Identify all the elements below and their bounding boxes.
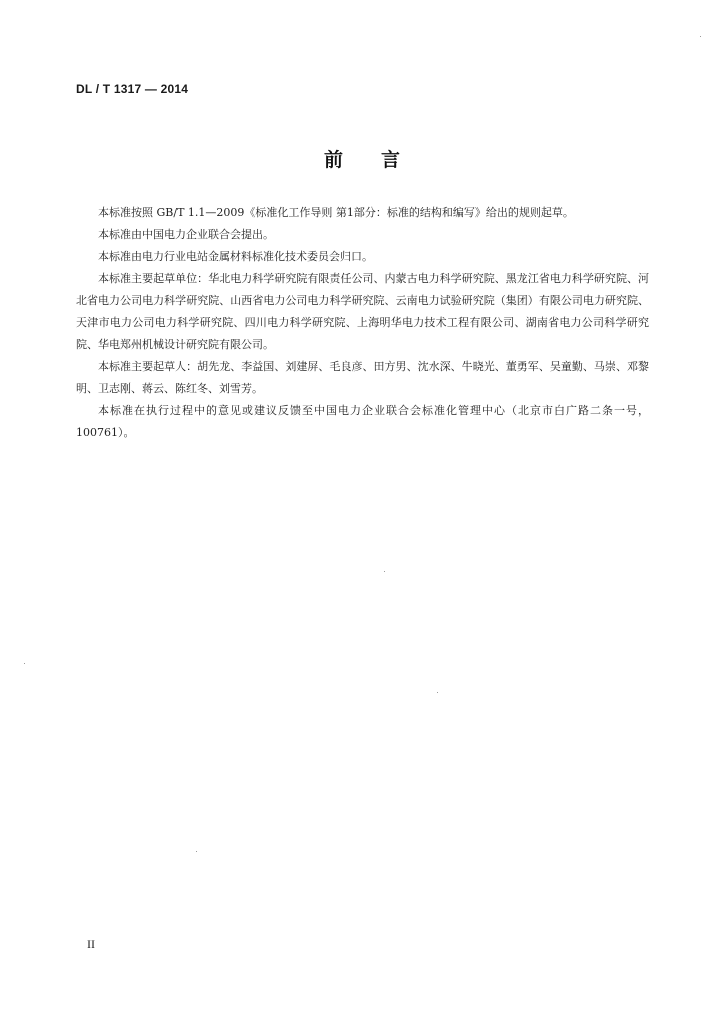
scan-speck [437,692,438,693]
paragraph-drafting-units: 本标准主要起草单位：华北电力科学研究院有限责任公司、内蒙古电力科学研究院、黑龙江省电力科学研究院、河北省电力公司电力科学研究院、山西省电力公司电力科学研究院、云南电力试验研究院（集团）有限公司电力研究院、天津市电力公司电力科学研究院、四川电力科学研究院、上海明华电力技术工程有限公司、湖南省电力公司科学研究院、华电郑州机械设计研究院有限公司。 [76,272,649,351]
paragraph-proposer: 本标准由中国电力企业联合会提出。 [98,228,274,241]
paragraph-feedback: 本标准在执行过程中的意见或建议反馈至中国电力企业联合会标准化管理中心（北京市白广路二条一号，100761）。 [76,404,649,439]
scan-speck [700,36,701,37]
scan-speck [384,571,385,572]
paragraph-drafters: 本标准主要起草人：胡先龙、李益国、刘建屏、毛良彦、田方男、沈水深、牛晓光、董勇军、吴童勤、马崇、邓黎明、卫志刚、蒋云、陈红冬、刘雪芳。 [76,360,649,395]
page-title: 前言 [323,149,438,171]
paragraph-administrator: 本标准由电力行业电站金属材料标准化技术委员会归口。 [98,250,373,263]
document-code [76,82,188,96]
foreword-body [76,202,649,444]
scan-speck [196,851,197,852]
page-number: II [87,937,95,951]
scan-speck [24,663,25,664]
paragraph-drafting-rules: 本标准按照 GB/T 1.1—2009《标准化工作导则 第1部分：标准的结构和编写》给出的规则起草。 [98,206,574,219]
document-code-text: DL / T 1317 — 2014 [76,82,189,96]
